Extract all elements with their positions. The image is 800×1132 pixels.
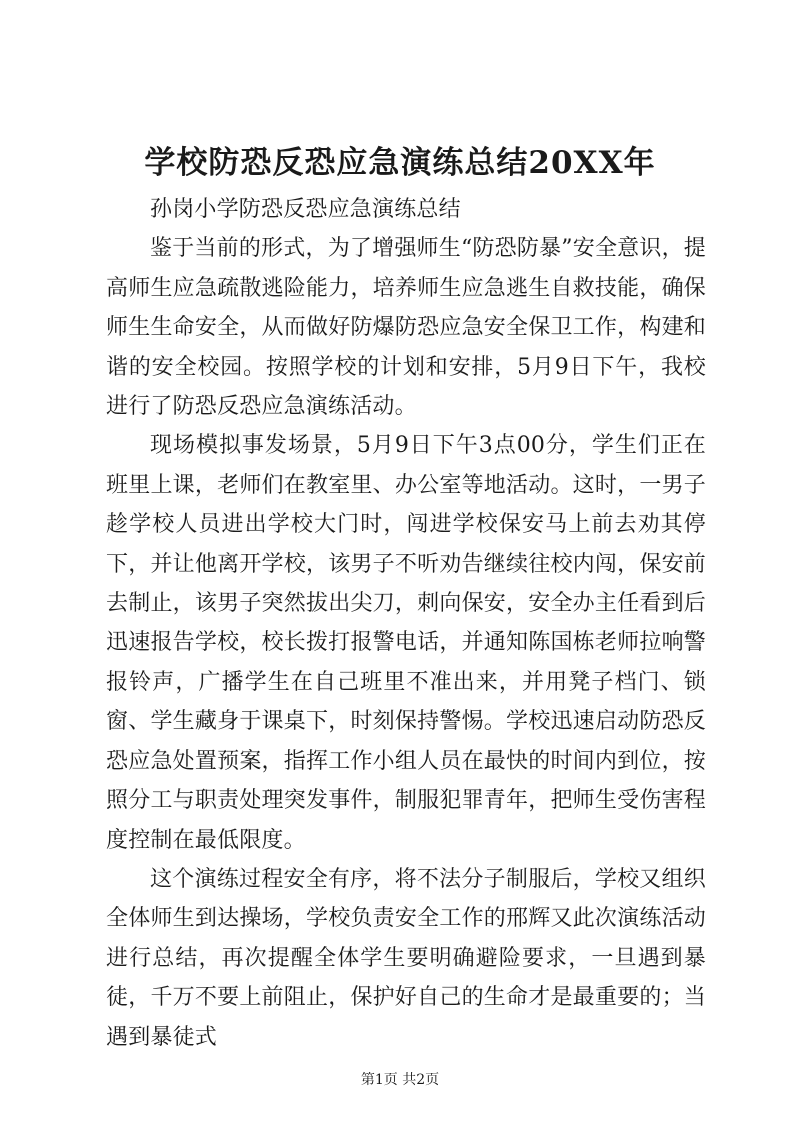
paragraph-scenario: 现场模拟事发场景，5月9日下午3点00分，学生们正在班里上课，老师们在教室里、办公室等地活动。这时，一男子趁学校人员进出学校大门时，闯进学校保安马上前去劝其停下，并让他离开学校，该男子不听劝告继续往校内闯，保安前去制止，该男子突然拔出尖刀，刺向保安，安全办主任看到后迅速报告学校，校长拨打报警电话，并通知陈国栋老师拉响警报铃声，广播学生在自己班里不准出来，并用凳子档门、锁窗、学生藏身于课桌下，时刻保持警惕。学校迅速启动防恐反恐应急处置预案，指挥工作小组人员在最快的时间内到位，按照分工与职责处理突发事件，制服犯罪青年，把师生受伤害程度控制在最低限度。 [106, 433, 706, 853]
page-footer: 第1页 共2页 [360, 1072, 440, 1088]
paragraph-subtitle: 孙岗小学防恐反恐应急演练总结 [150, 197, 461, 222]
paragraph-intro: 鉴于当前的形式，为了增强师生“防恐防暴”安全意识，提高师生应急疏散逃险能力，培养师生应急逃生自救技能，确保师生生命安全，从而做好防爆防恐应急安全保卫工作，构建和谐的安全校园。按照学校的计划和安排，5月9日下午，我校进行了防恐反恐应急演练活动。 [106, 236, 706, 420]
page-title: 学校防恐反恐应急演练总结20XX年 [144, 145, 656, 181]
document-body [106, 190, 706, 1057]
paragraph-summary: 这个演练过程安全有序，将不法分子制服后，学校又组织全体师生到达操场，学校负责安全工作的邢辉又此次演练活动进行总结，再次提醒全体学生要明确避险要求，一旦遇到暴徒，千万不要上前阻止，保护好自己的生命才是最重要的；当遇到暴徒式 [106, 866, 706, 1050]
